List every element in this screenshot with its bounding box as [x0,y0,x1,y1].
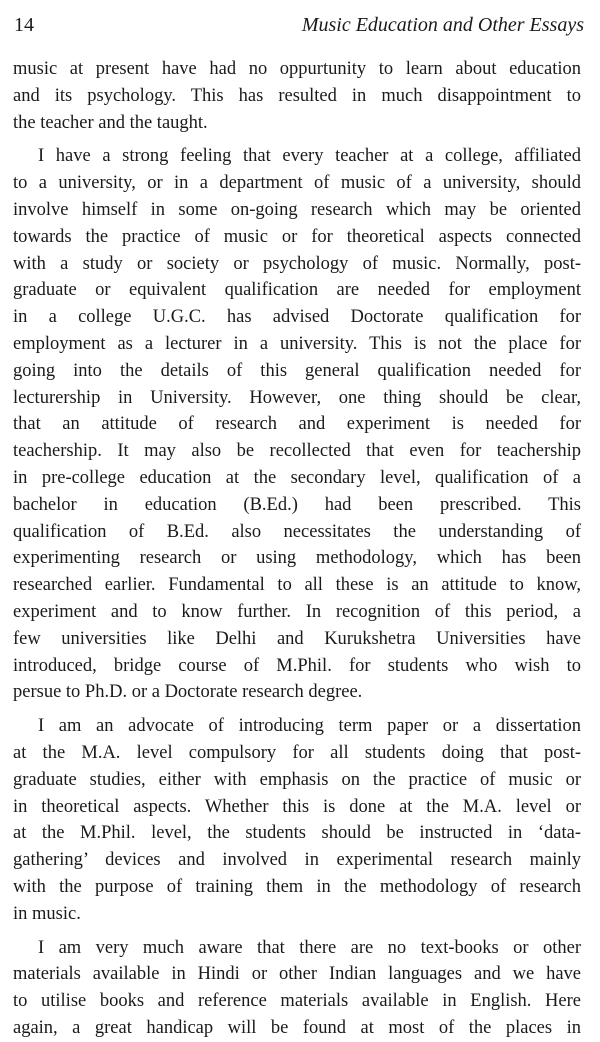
text-line: with the purpose of training them in the methodology of research [13,876,581,897]
page-number: 14 [14,14,34,36]
text-line: materials available in Hindi or other Indian languages and we have [13,964,581,985]
text-line: persue to Ph.D. or a Doctorate research degree. [13,682,363,703]
text-line: in a college U.G.C. has advised Doctorate qualification for [13,307,581,328]
text-line: gathering’ devices and involved in experimental research mainly [13,850,581,871]
book-title: Music Education and Other Essays [301,14,584,36]
text-line: graduate or equivalent qualification are needed for employment [13,280,581,301]
text-line: to a university, or in a department of music of a university, should [13,173,581,194]
text-line: researched earlier. Fundamental to all these is an attitude to know, [13,575,581,596]
paragraph-2 [13,143,581,706]
text-line: employment as a lecturer in a university. This is not the place for [13,333,581,354]
text-line: at the M.Phil. level, the students should be instructed in ‘data- [13,823,581,844]
text-line: experimenting research or using methodology, which has been [13,548,581,569]
text-line: involve himself in some on-going research which may be oriented [13,199,581,220]
paragraph-4 [13,935,581,1042]
text-line: qualification of B.Ed. also necessitates the understanding of [13,521,581,542]
text-line: the teacher and the taught. [13,112,208,133]
text-line: I have a strong feeling that every teacher at a college, affiliated [38,146,581,167]
text-line: few universities like Delhi and Kurukshetra Universities have [13,628,581,649]
text-line: music at present have had no oppurtunity to learn about education [13,59,581,79]
text-line: again, a great handicap will be found at most of the places in [13,1017,581,1038]
text-line: I am an advocate of introducing term paper or a dissertation [38,716,581,737]
paragraph-3 [13,713,581,927]
paragraph-1 [13,56,581,136]
text-line: to utilise books and reference materials available in English. Here [13,991,581,1012]
text-line: in theoretical aspects. Whether this is done at the M.A. level or [13,796,581,817]
text-line: teachership. It may also be recollected that even for teachership [13,441,581,462]
text-line: bachelor in education (B.Ed.) had been prescribed. This [13,494,581,515]
text-line: I am very much aware that there are no text-books or other [38,937,581,958]
running-header [14,9,584,41]
text-line: in pre-college education at the secondary level, qualification of a [13,467,581,488]
text-line: going into the details of this general qualification needed for [13,360,581,381]
text-line: and its psychology. This has resulted in much disappointment to [13,85,581,106]
text-line: experiment and to know further. In recognition of this period, a [13,601,581,622]
text-line: in music. [13,903,81,924]
text-line: towards the practice of music or for theoretical aspects connected [13,226,581,247]
body-text [13,56,581,1042]
text-line: graduate studies, either with emphasis on the practice of music or [13,769,581,790]
text-line: that an attitude of research and experiment is needed for [13,414,581,435]
text-line: at the M.A. level compulsory for all students doing that post- [13,742,581,763]
text-line: lecturership in University. However, one thing should be clear, [13,387,581,408]
text-line: introduced, bridge course of M.Phil. for students who wish to [13,655,581,676]
text-line: with a study or society or psychology of music. Normally, post- [13,253,581,274]
